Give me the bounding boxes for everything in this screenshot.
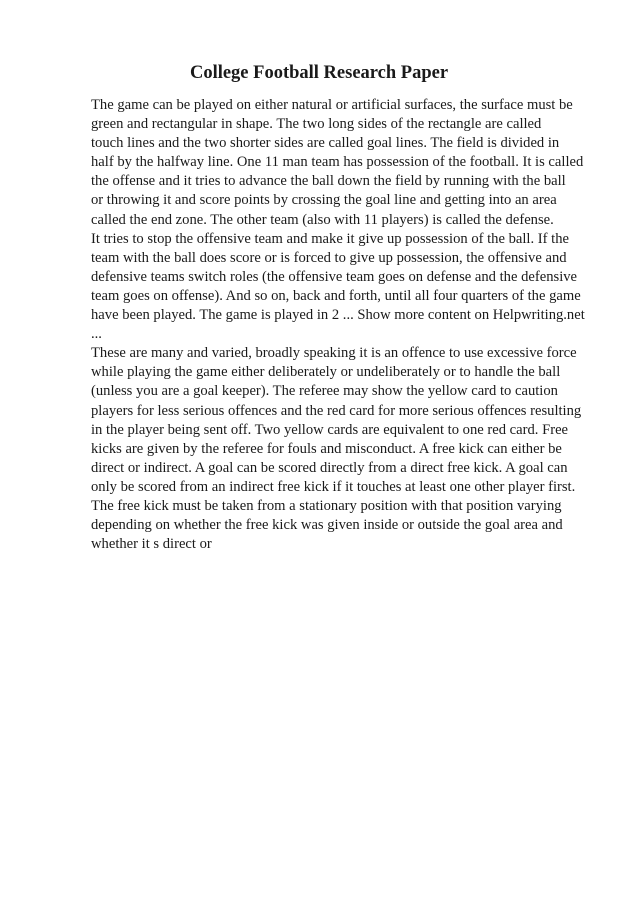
body-line: team with the ball does score or is forced to give up possession, the offensive and [91, 249, 567, 266]
body-line: have been played. The game is played in 2 ... Show more content on Helpwriting.net [91, 307, 585, 324]
body-line: The game can be played on either natural or artificial surfaces, the surface must be [91, 97, 573, 113]
body-line: The free kick must be taken from a stationary position with that position varying [91, 497, 562, 514]
body-line: (unless you are a goal keeper). The referee may show the yellow card to caution [91, 383, 558, 400]
body-line: defensive teams switch roles (the offensive team goes on defense and the defensive [91, 268, 578, 285]
body-line: kicks are given by the referee for fouls and misconduct. A free kick can either be [91, 440, 562, 457]
page-title: College Football Research Paper [189, 63, 449, 83]
body-line: direct or indirect. A goal can be scored directly from a direct free kick. A goal can [91, 459, 568, 476]
body-line: players for less serious offences and the red card for more serious offences resulting [91, 402, 582, 419]
body-line: the offense and it tries to advance the ball down the field by running with the ball [91, 173, 566, 190]
body-text [91, 96, 591, 554]
body-line: called the end zone. The other team (also with 11 players) is called the defense. [91, 211, 554, 228]
body-line: only be scored from an indirect free kick if it touches at least one other player first. [91, 478, 576, 495]
body-line: while playing the game either deliberately or undeliberately or to handle the ball [91, 364, 561, 381]
body-line: These are many and varied, broadly speaking it is an offence to use excessive force [91, 345, 577, 362]
body-line: in the player being sent off. Two yellow cards are equivalent to one red card. Free [91, 421, 569, 438]
body-line: It tries to stop the offensive team and make it give up possession of the ball. If the [91, 230, 569, 247]
body-line: touch lines and the two shorter sides are called goal lines. The field is divided in [91, 135, 560, 152]
body-line: whether it s direct or [91, 536, 212, 553]
body-line: or throwing it and score points by crossing the goal line and getting into an area [91, 192, 557, 209]
body-line: green and rectangular in shape. The two long sides of the rectangle are called [91, 116, 542, 133]
body-line: half by the halfway line. One 11 man team has possession of the football. It is called [91, 154, 584, 171]
body-line: ... [91, 326, 102, 343]
body-line: team goes on offense). And so on, back and forth, until all four quarters of the game [91, 287, 581, 304]
body-line: depending on whether the free kick was given inside or outside the goal area and [91, 517, 563, 534]
